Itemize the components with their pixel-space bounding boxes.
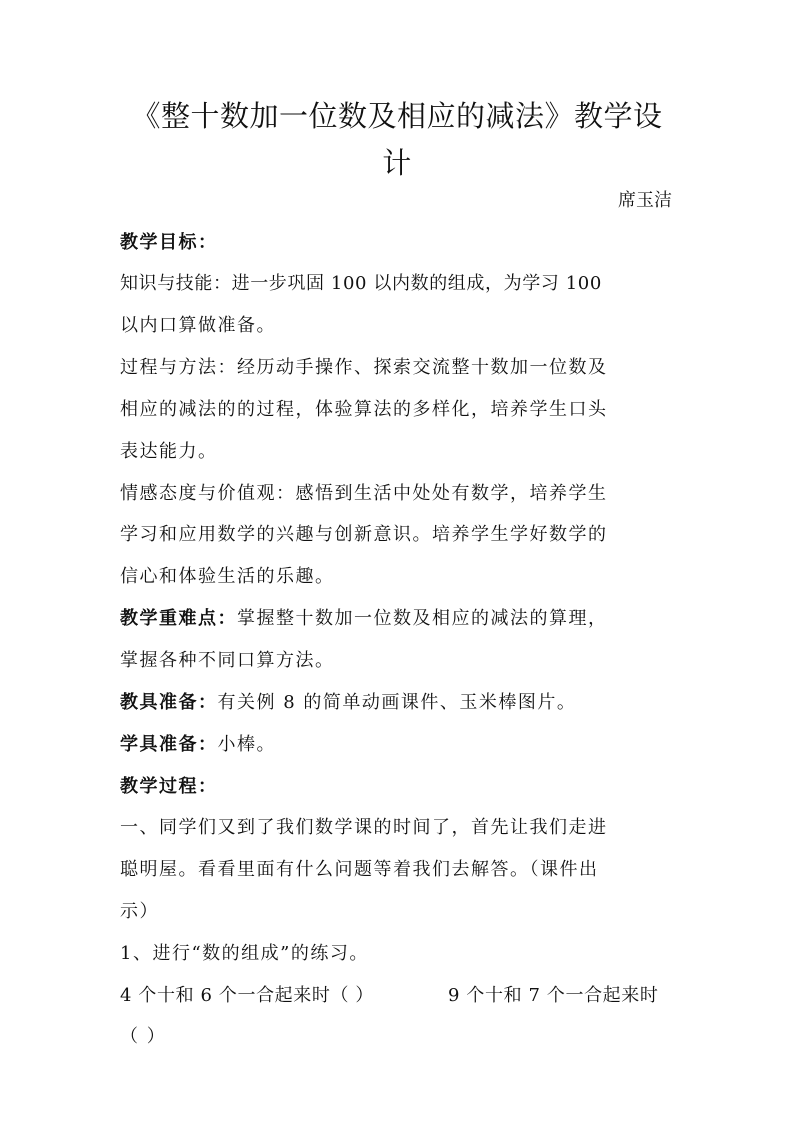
process-method-line-3: 表达能力。 xyxy=(120,441,218,462)
exercise-line-2: （ ） xyxy=(120,1026,167,1047)
step-one-line-2: 聪明屋。看看里面有什么问题等着我们去解答。（课件出 xyxy=(120,859,599,880)
teacher-tools-line xyxy=(120,690,680,716)
document-title-line-2: 计 xyxy=(382,146,412,180)
emotion-values-line-2: 学习和应用数学的兴趣与创新意识。培养学生学好数学的 xyxy=(120,524,608,545)
key-points-line-2: 掌握各种不同口算方法。 xyxy=(120,650,335,671)
student-tools-text: 小棒。 xyxy=(217,734,276,755)
exercise-right-question: 9 个十和 7 个一合起来时 xyxy=(448,985,659,1006)
author-name: 席玉洁 xyxy=(618,190,672,211)
process-method-line-2: 相应的减法的的过程，体验算法的多样化，培养学生口头 xyxy=(120,399,608,420)
exercise-title: 1、进行“数的组成”的练习。 xyxy=(120,943,369,964)
knowledge-skill-line-2: 以内口算做准备。 xyxy=(120,315,276,336)
step-one-line-1: 一、同学们又到了我们数学课的时间了，首先让我们走进 xyxy=(120,817,608,838)
exercise-left-question: 4 个十和 6 个一合起来时（ ） xyxy=(120,985,374,1006)
emotion-values-line-1: 情感态度与价值观：感悟到生活中处处有数学，培养学生 xyxy=(120,483,608,504)
teacher-tools-text: 有关例 8 的简单动画课件、玉米棒图片。 xyxy=(217,692,577,713)
document-title-line-1: 《整十数加一位数及相应的减法》教学设 xyxy=(131,99,663,133)
exercise-line-1 xyxy=(120,983,680,1009)
key-points-label: 教学重难点： xyxy=(120,608,237,629)
knowledge-skill-line-1: 知识与技能：进一步巩固 100 以内数的组成，为学习 100 xyxy=(120,273,602,294)
student-tools-label: 学具准备： xyxy=(120,734,218,755)
key-points-text: 掌握整十数加一位数及相应的减法的算理， xyxy=(237,608,608,629)
goals-heading: 教学目标： xyxy=(120,232,218,253)
teacher-tools-label: 教具准备： xyxy=(120,692,218,713)
process-method-line-1: 过程与方法：经历动手操作、探索交流整十数加一位数及 xyxy=(120,357,608,378)
student-tools-line xyxy=(120,732,680,758)
step-one-line-3: 示） xyxy=(120,901,159,922)
teaching-process-heading: 教学过程： xyxy=(120,776,218,797)
key-points-line-1 xyxy=(120,606,680,632)
emotion-values-line-3: 信心和体验生活的乐趣。 xyxy=(120,566,335,587)
